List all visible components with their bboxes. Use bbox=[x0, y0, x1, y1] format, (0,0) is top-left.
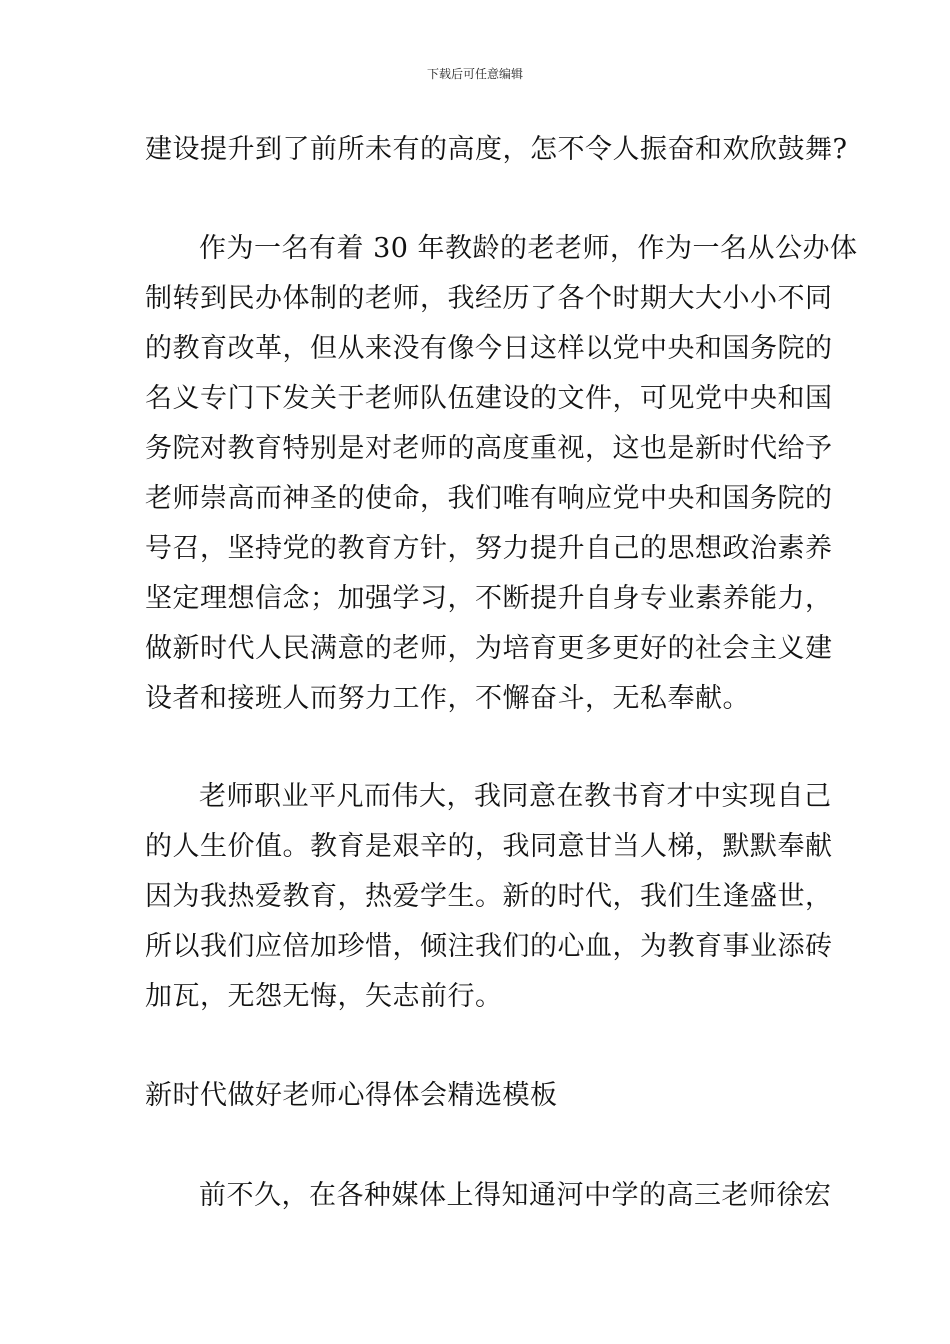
text-line: 所以我们应倍加珍惜，倾注我们的心血，为教育事业添砖 bbox=[145, 931, 833, 962]
section-heading: 新时代做好老师心得体会精选模板 bbox=[145, 1080, 558, 1111]
text-line: 号召，坚持党的教育方针，努力提升自己的思想政治素养 bbox=[145, 533, 833, 564]
text-line: 加瓦，无怨无悔，矢志前行。 bbox=[145, 981, 503, 1012]
text-line: 作为一名有着 30 年教龄的老老师，作为一名从公办体 bbox=[199, 233, 858, 264]
text-line: 设者和接班人而努力工作，不懈奋斗，无私奉献。 bbox=[145, 683, 750, 714]
text-line: 做新时代人民满意的老师，为培育更多更好的社会主义建 bbox=[145, 633, 833, 664]
text-line: 坚定理想信念；加强学习，不断提升自身专业素养能力， bbox=[145, 583, 833, 614]
text-line: 前不久，在各种媒体上得知通河中学的高三老师徐宏 bbox=[199, 1180, 832, 1211]
text-line: 老师职业平凡而伟大，我同意在教书育才中实现自己 bbox=[199, 781, 832, 812]
text-line: 建设提升到了前所未有的高度，怎不令人振奋和欢欣鼓舞? bbox=[145, 134, 848, 165]
text-line: 老师崇高而神圣的使命，我们唯有响应党中央和国务院的 bbox=[145, 483, 833, 514]
text-line: 制转到民办体制的老师，我经历了各个时期大大小小不同 bbox=[145, 283, 833, 314]
page-header: 下载后可任意编辑 bbox=[426, 67, 523, 81]
text-line: 的人生价值。教育是艰辛的，我同意甘当人梯，默默奉献 bbox=[145, 831, 833, 862]
text-line: 名义专门下发关于老师队伍建设的文件，可见党中央和国 bbox=[145, 383, 833, 414]
text-line: 务院对教育特别是对老师的高度重视，这也是新时代给予 bbox=[145, 433, 833, 464]
text-line: 的教育改革，但从来没有像今日这样以党中央和国务院的 bbox=[145, 333, 833, 364]
text-line: 因为我热爱教育，热爱学生。新的时代，我们生逢盛世， bbox=[145, 881, 833, 912]
